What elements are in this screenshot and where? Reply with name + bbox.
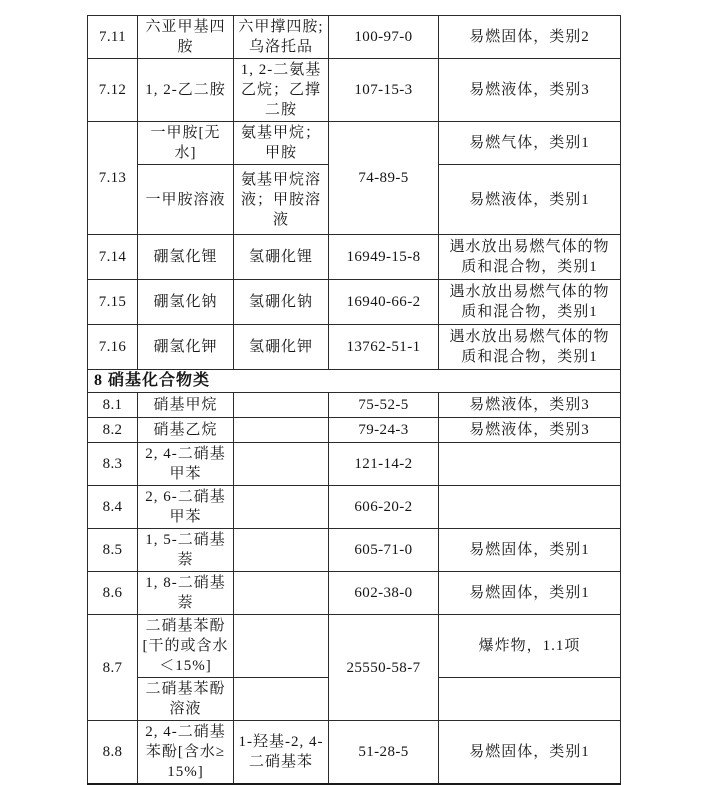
- cell-7-11-cas: 100-97-0: [329, 16, 439, 59]
- cell-8-2-no: 8.2: [88, 418, 138, 443]
- cell-7-11-no: 7.11: [88, 16, 138, 59]
- table-row-7-13a: [88, 122, 621, 165]
- table-row-8-8: [88, 721, 621, 785]
- cell-8-2-name: 硝基乙烷: [138, 418, 234, 443]
- cell-8-8-name: 2, 4-二硝基苯酚[含水≥15%]: [138, 721, 234, 785]
- cell-8-1-hazard: 易燃液体，类别3: [439, 393, 621, 418]
- cell-7-16-hazard: 遇水放出易燃气体的物质和混合物，类别1: [439, 325, 621, 370]
- cell-8-5-alias: [234, 529, 329, 572]
- cell-8-2-cas: 79-24-3: [329, 418, 439, 443]
- cell-8-4-hazard: [439, 486, 621, 529]
- table-row-8-3: [88, 443, 621, 486]
- cell-8-7b-name: 二硝基苯酚溶液: [138, 678, 234, 721]
- table-row-section-8: [88, 370, 621, 393]
- table-row-7-12: [88, 59, 621, 122]
- cell-8-5-no: 8.5: [88, 529, 138, 572]
- cell-8-3-alias: [234, 443, 329, 486]
- table-row-8-2: [88, 418, 621, 443]
- cell-7-15-no: 7.15: [88, 280, 138, 325]
- cell-7-15-cas: 16940-66-2: [329, 280, 439, 325]
- cell-7-16-cas: 13762-51-1: [329, 325, 439, 370]
- cell-7-14-no: 7.14: [88, 235, 138, 280]
- cell-8-7-no: 8.7: [88, 615, 138, 721]
- table-row-8-7a: [88, 615, 621, 678]
- cell-7-13b-hazard: 易燃液体，类别1: [439, 165, 621, 235]
- cell-8-3-name: 2, 4-二硝基甲苯: [138, 443, 234, 486]
- cell-8-7b-alias: [234, 678, 329, 721]
- cell-7-13a-alias: 氨基甲烷；甲胺: [234, 122, 329, 165]
- cell-8-5-name: 1, 5-二硝基萘: [138, 529, 234, 572]
- cell-7-15-alias: 氢硼化钠: [234, 280, 329, 325]
- cell-7-13-no: 7.13: [88, 122, 138, 235]
- cell-8-4-name: 2, 6-二硝基甲苯: [138, 486, 234, 529]
- section-8-header: 8 硝基化合物类: [88, 370, 621, 393]
- cell-8-1-name: 硝基甲烷: [138, 393, 234, 418]
- table-row-8-4: [88, 486, 621, 529]
- cell-7-15-hazard: 遇水放出易燃气体的物质和混合物，类别1: [439, 280, 621, 325]
- cell-7-12-cas: 107-15-3: [329, 59, 439, 122]
- cell-7-14-alias: 氢硼化锂: [234, 235, 329, 280]
- cell-7-13a-name: 一甲胺[无水]: [138, 122, 234, 165]
- table-row-7-16: [88, 325, 621, 370]
- cell-7-12-name: 1, 2-乙二胺: [138, 59, 234, 122]
- cell-7-15-name: 硼氢化钠: [138, 280, 234, 325]
- table-row-8-5: [88, 529, 621, 572]
- cell-7-14-name: 硼氢化锂: [138, 235, 234, 280]
- cell-8-8-cas: 51-28-5: [329, 721, 439, 785]
- cell-7-12-no: 7.12: [88, 59, 138, 122]
- cell-8-1-alias: [234, 393, 329, 418]
- cell-7-14-hazard: 遇水放出易燃气体的物质和混合物，类别1: [439, 235, 621, 280]
- cell-7-13b-name: 一甲胺溶液: [138, 165, 234, 235]
- cell-7-13b-alias: 氨基甲烷溶液；甲胺溶液: [234, 165, 329, 235]
- table-row-7-15: [88, 280, 621, 325]
- cell-8-3-cas: 121-14-2: [329, 443, 439, 486]
- cell-8-6-hazard: 易燃固体，类别1: [439, 572, 621, 615]
- cell-8-6-cas: 602-38-0: [329, 572, 439, 615]
- table-row-7-11: [88, 16, 621, 59]
- cell-8-2-alias: [234, 418, 329, 443]
- cell-8-8-alias: 1-羟基-2, 4-二硝基苯: [234, 721, 329, 785]
- cell-8-5-cas: 605-71-0: [329, 529, 439, 572]
- cell-8-7a-alias: [234, 615, 329, 678]
- cell-7-11-hazard: 易燃固体，类别2: [439, 16, 621, 59]
- document-page: [87, 15, 621, 785]
- cell-8-7-cas: 25550-58-7: [329, 615, 439, 721]
- hazardous-chemicals-table: [87, 15, 621, 785]
- cell-7-14-cas: 16949-15-8: [329, 235, 439, 280]
- cell-8-5-hazard: 易燃固体，类别1: [439, 529, 621, 572]
- cell-8-8-hazard: 易燃固体，类别1: [439, 721, 621, 785]
- cell-8-4-cas: 606-20-2: [329, 486, 439, 529]
- cell-8-3-hazard: [439, 443, 621, 486]
- cell-7-16-name: 硼氢化钾: [138, 325, 234, 370]
- cell-7-13-cas: 74-89-5: [329, 122, 439, 235]
- cell-8-7b-hazard: [439, 678, 621, 721]
- cell-8-1-no: 8.1: [88, 393, 138, 418]
- cell-8-7a-hazard: 爆炸物，1.1项: [439, 615, 621, 678]
- cell-7-13a-hazard: 易燃气体，类别1: [439, 122, 621, 165]
- cell-7-16-alias: 氢硼化钾: [234, 325, 329, 370]
- cell-7-12-hazard: 易燃液体，类别3: [439, 59, 621, 122]
- cell-7-16-no: 7.16: [88, 325, 138, 370]
- cell-8-6-alias: [234, 572, 329, 615]
- cell-8-2-hazard: 易燃液体，类别3: [439, 418, 621, 443]
- cell-7-11-name: 六亚甲基四胺: [138, 16, 234, 59]
- cell-7-11-alias: 六甲撑四胺;乌洛托品: [234, 16, 329, 59]
- cell-8-7a-name: 二硝基苯酚[干的或含水＜15%]: [138, 615, 234, 678]
- cell-8-6-name: 1, 8-二硝基萘: [138, 572, 234, 615]
- cell-8-6-no: 8.6: [88, 572, 138, 615]
- cell-8-8-no: 8.8: [88, 721, 138, 785]
- cell-8-1-cas: 75-52-5: [329, 393, 439, 418]
- cell-8-4-alias: [234, 486, 329, 529]
- table-row-7-14: [88, 235, 621, 280]
- cell-8-3-no: 8.3: [88, 443, 138, 486]
- table-row-8-1: [88, 393, 621, 418]
- table-row-8-6: [88, 572, 621, 615]
- cell-8-4-no: 8.4: [88, 486, 138, 529]
- cell-7-12-alias: 1, 2-二氨基乙烷；乙撑二胺: [234, 59, 329, 122]
